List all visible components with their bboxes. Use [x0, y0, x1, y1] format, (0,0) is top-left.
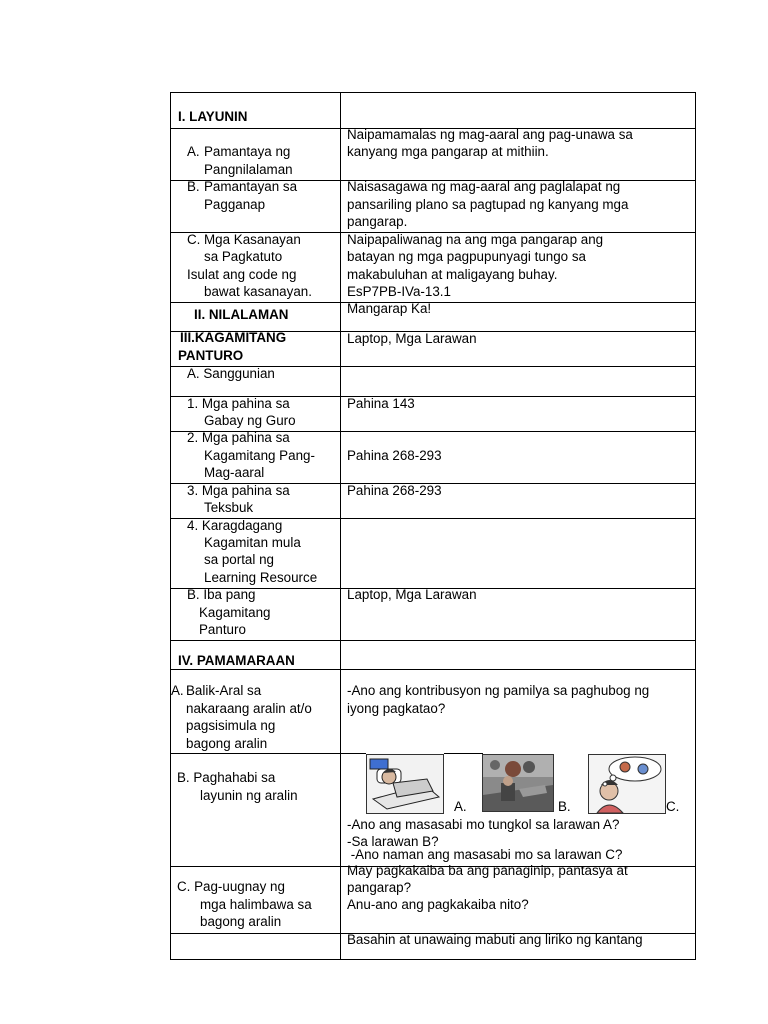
row-divider: [444, 753, 483, 754]
kagamitan-item2-line3: Mag-aaral: [204, 465, 265, 480]
kagamitan-item2-value: Pahina 268-293: [347, 448, 442, 463]
pamamaraan-a-value-line2: iyong pagkatao?: [347, 701, 446, 716]
layunin-a-label-line2: Pangnilalaman: [204, 162, 293, 177]
kagamitan-sanggunian: A. Sanggunian: [187, 366, 275, 381]
pamamaraan-a-line1: Balik-Aral sa: [186, 683, 262, 698]
pamamaraan-c-line1: C. Pag-uugnay ng: [177, 879, 285, 894]
layunin-b-label-line2: Pagganap: [204, 197, 266, 212]
kagamitan-item4-line3: sa portal ng: [204, 552, 274, 567]
pamamaraan-c-value-line2: pangarap?: [347, 880, 412, 895]
picture-a-sleeping-child-icon: [366, 754, 444, 814]
kagamitan-iba-line1: B. Iba pang: [187, 587, 256, 602]
section-nilalaman-title: II. NILALAMAN: [194, 307, 289, 322]
kagamitan-item1-value: Pahina 143: [347, 396, 415, 411]
picture-a-label: A.: [454, 799, 467, 814]
layunin-a-marker: A.: [187, 144, 200, 159]
layunin-a-value-line2: kanyang mga pangarap at mithiin.: [347, 144, 549, 159]
layunin-b-label-line1: Pamantayan sa: [204, 179, 298, 194]
kagamitan-item3-line1: 3. Mga pahina sa: [187, 483, 290, 498]
layunin-c-label-line3: Isulat ang code ng: [187, 267, 297, 282]
pamamaraan-a-line2: nakaraang aralin at/o: [186, 701, 312, 716]
kagamitan-item4-line4: Learning Resource: [204, 570, 318, 585]
kagamitan-item4-line2: Kagamitan mula: [204, 535, 301, 550]
row-divider: [171, 640, 695, 641]
column-divider: [340, 93, 341, 959]
pamamaraan-b-value-line2: -Sa larawan B?: [347, 834, 439, 849]
row-divider: [171, 753, 340, 754]
layunin-c-value-line2: batayan ng mga pagpupunyagi tungo sa: [347, 249, 586, 264]
row-divider: [171, 302, 695, 303]
kagamitan-item3-value: Pahina 268-293: [347, 483, 442, 498]
section-kagamitan-title-line1: III.KAGAMITANG: [180, 330, 287, 345]
kagamitan-iba-line2: Kagamitang: [199, 605, 271, 620]
layunin-a-label-line1: Pamantaya ng: [204, 144, 291, 159]
kagamitan-value: Laptop, Mga Larawan: [347, 331, 477, 346]
kagamitan-iba-value: Laptop, Mga Larawan: [347, 587, 477, 602]
pamamaraan-b-line1: B. Paghahabi sa: [177, 770, 276, 785]
layunin-b-value-line3: pangarap.: [347, 214, 408, 229]
pamamaraan-c-line3: bagong aralin: [200, 914, 282, 929]
pamamaraan-a-marker: A.: [171, 683, 184, 698]
layunin-c-marker: C.: [187, 232, 201, 247]
layunin-b-value-line2: pansariling plano sa pagtupad ng kanyang mga: [347, 197, 629, 212]
picture-b-daydream-scene-icon: [482, 754, 554, 812]
nilalaman-value: Mangarap Ka!: [347, 301, 432, 316]
pamamaraan-c-value-line3: Anu-ano ang pagkakaiba nito?: [347, 897, 529, 912]
layunin-c-value-line1: Naipapaliwanag na ang mga pangarap ang: [347, 232, 604, 247]
kagamitan-item4-line1: 4. Karagdagang: [187, 518, 283, 533]
kagamitan-iba-line3: Panturo: [199, 622, 246, 637]
kagamitan-item1-line1: 1. Mga pahina sa: [187, 396, 290, 411]
layunin-b-marker: B.: [187, 179, 200, 194]
picture-c-dreaming-family-icon: [588, 754, 666, 814]
pamamaraan-a-line3: pagsisimula ng: [186, 718, 276, 733]
layunin-b-value-line1: Naisasagawa ng mag-aaral ang paglalapat ng: [347, 179, 621, 194]
pamamaraan-b-line2: layunin ng aralin: [200, 788, 298, 803]
pamamaraan-c-line2: mga halimbawa sa: [200, 897, 312, 912]
pamamaraan-b-value-line1: -Ano ang masasabi mo tungkol sa larawan A?: [347, 817, 620, 832]
pamamaraan-a-value-line1: -Ano ang kontribusyon ng pamilya sa paghubog ng: [347, 683, 650, 698]
kagamitan-item3-line2: Teksbuk: [204, 500, 254, 515]
layunin-c-label-line4: bawat kasanayan.: [204, 284, 312, 299]
layunin-c-code: EsP7PB-IVa-13.1: [347, 284, 451, 299]
pamamaraan-d-value: Basahin at unawaing mabuti ang liriko ng kantang: [347, 932, 643, 947]
layunin-c-label-line1: Mga Kasanayan: [204, 232, 301, 247]
row-divider: [341, 753, 366, 754]
pamamaraan-a-line4: bagong aralin: [186, 736, 268, 751]
pamamaraan-b-value-line3: -Ano naman ang masasabi mo sa larawan C?: [347, 847, 623, 862]
picture-b-label: B.: [558, 799, 571, 814]
kagamitan-item1-line2: Gabay ng Guro: [204, 413, 296, 428]
kagamitan-item2-line1: 2. Mga pahina sa: [187, 430, 290, 445]
kagamitan-item2-line2: Kagamitang Pang-: [204, 448, 315, 463]
picture-c-label: C.: [666, 799, 680, 814]
section-layunin-title: I. LAYUNIN: [178, 109, 248, 124]
layunin-c-value-line3: makabuluhan at maligayang buhay.: [347, 267, 558, 282]
section-kagamitan-title-line2: PANTURO: [178, 348, 244, 363]
pamamaraan-c-value-line1: May pagkakaiba ba ang panaginip, pantasya at: [347, 863, 628, 878]
layunin-a-value-line1: Naipamamalas ng mag-aaral ang pag-unawa sa: [347, 127, 633, 142]
layunin-c-label-line2: sa Pagkatuto: [204, 249, 283, 264]
section-pamamaraan-title: IV. PAMAMARAAN: [178, 653, 295, 668]
